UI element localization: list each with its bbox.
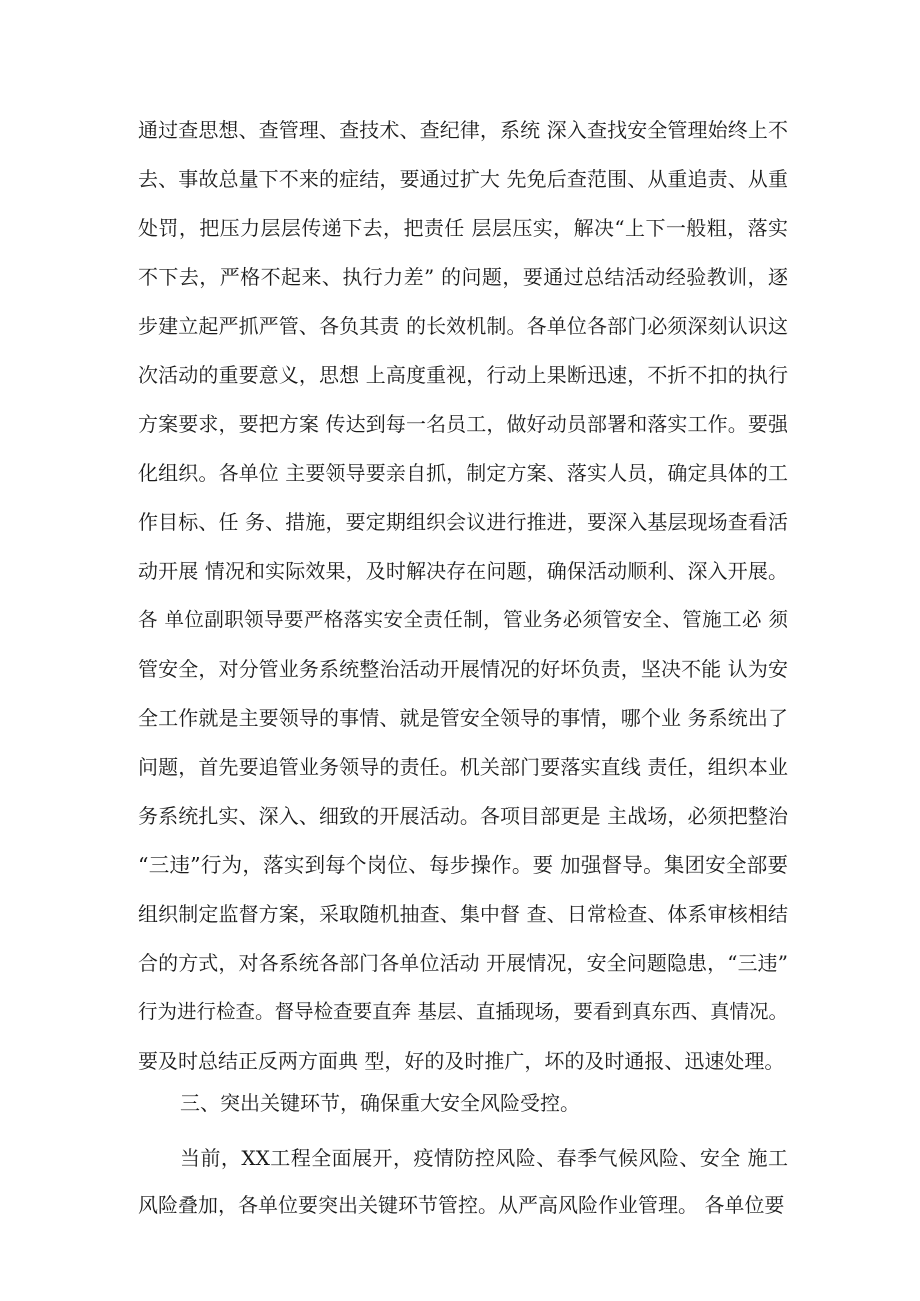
- body-text-line: 风险叠加，各单位要突出关键环节管控。从严高风险作业管理。 各单位要: [138, 1193, 785, 1217]
- body-text-line: 行为进行检查。督导检查要直奔 基层、直插现场，要看到真东西、真情况。: [138, 1000, 788, 1023]
- body-text-line: 管安全，对分管业务系统整治活动开展情况的好坏负责，坚决不能 认为安: [138, 657, 788, 681]
- body-text-line: 全工作就是主要领导的事情、就是管安全领导的事情，哪个业 务系统出了: [138, 706, 788, 730]
- body-text-line: 问题，首先要追管业务领导的责任。机关部门要落实直线 责任，组织本业: [138, 755, 788, 779]
- body-text-line: 去、事故总量下不来的症结，要通过扩大 先免后查范围、从重追责、从重: [138, 167, 788, 191]
- body-text-line: 合的方式，对各系统各部门各单位活动 开展情况，安全问题隐患，“三违”: [138, 951, 788, 975]
- body-text-line: 要及时总结正反两方面典 型，好的及时推广，坏的及时通报、迅速处理。: [138, 1049, 785, 1073]
- body-text-line: 当前，XX工程全面展开，疫情防控风险、春季气候风险、安全 施工: [180, 1146, 788, 1170]
- body-text-line: 动开展 情况和实际效果，及时解决存在问题，确保活动顺利、深入开展。: [138, 559, 788, 583]
- body-text-line: 次活动的重要意义，思想 上高度重视，行动上果断迅速，不折不扣的执行: [138, 363, 788, 387]
- body-text-line: 通过查思想、查管理、查技术、查纪律，系统 深入查找安全管理始终上不: [138, 118, 788, 142]
- body-text-line: 方案要求，要把方案 传达到每一名员工，做好动员部署和落实工作。要强: [138, 412, 788, 436]
- body-text-line: 处罚，把压力层层传递下去，把责任 层层压实，解决“上下一般粗，落实: [138, 216, 788, 240]
- body-text-line: 步建立起严抓严管、各负其责 的长效机制。各单位各部门必须深刻认识这: [138, 314, 788, 338]
- body-text-line: 组织制定监督方案，采取随机抽查、集中督 查、日常检查、体系审核相结: [138, 902, 788, 926]
- section-heading: 三、突出关键环节，确保重大安全风险受控。: [180, 1091, 580, 1115]
- body-text-line: 作目标、任 务、措施，要定期组织会议进行推进，要深入基层现场查看活: [138, 510, 788, 534]
- body-text-line: 化组织。各单位 主要领导要亲自抓，制定方案、落实人员，确定具体的工: [138, 461, 788, 485]
- body-text-line: “三违”行为，落实到每个岗位、每步操作。要 加强督导。集团安全部要: [138, 853, 788, 877]
- body-text-line: 各 单位副职领导要严格落实安全责任制，管业务必须管安全、管施工必 须: [138, 608, 788, 631]
- body-text-line: 不下去，严格不起来、执行力差” 的问题，要通过总结活动经验教训，逐: [138, 265, 788, 289]
- body-text-line: 务系统扎实、深入、细致的开展活动。各项目部更是 主战场，必须把整治: [138, 804, 788, 828]
